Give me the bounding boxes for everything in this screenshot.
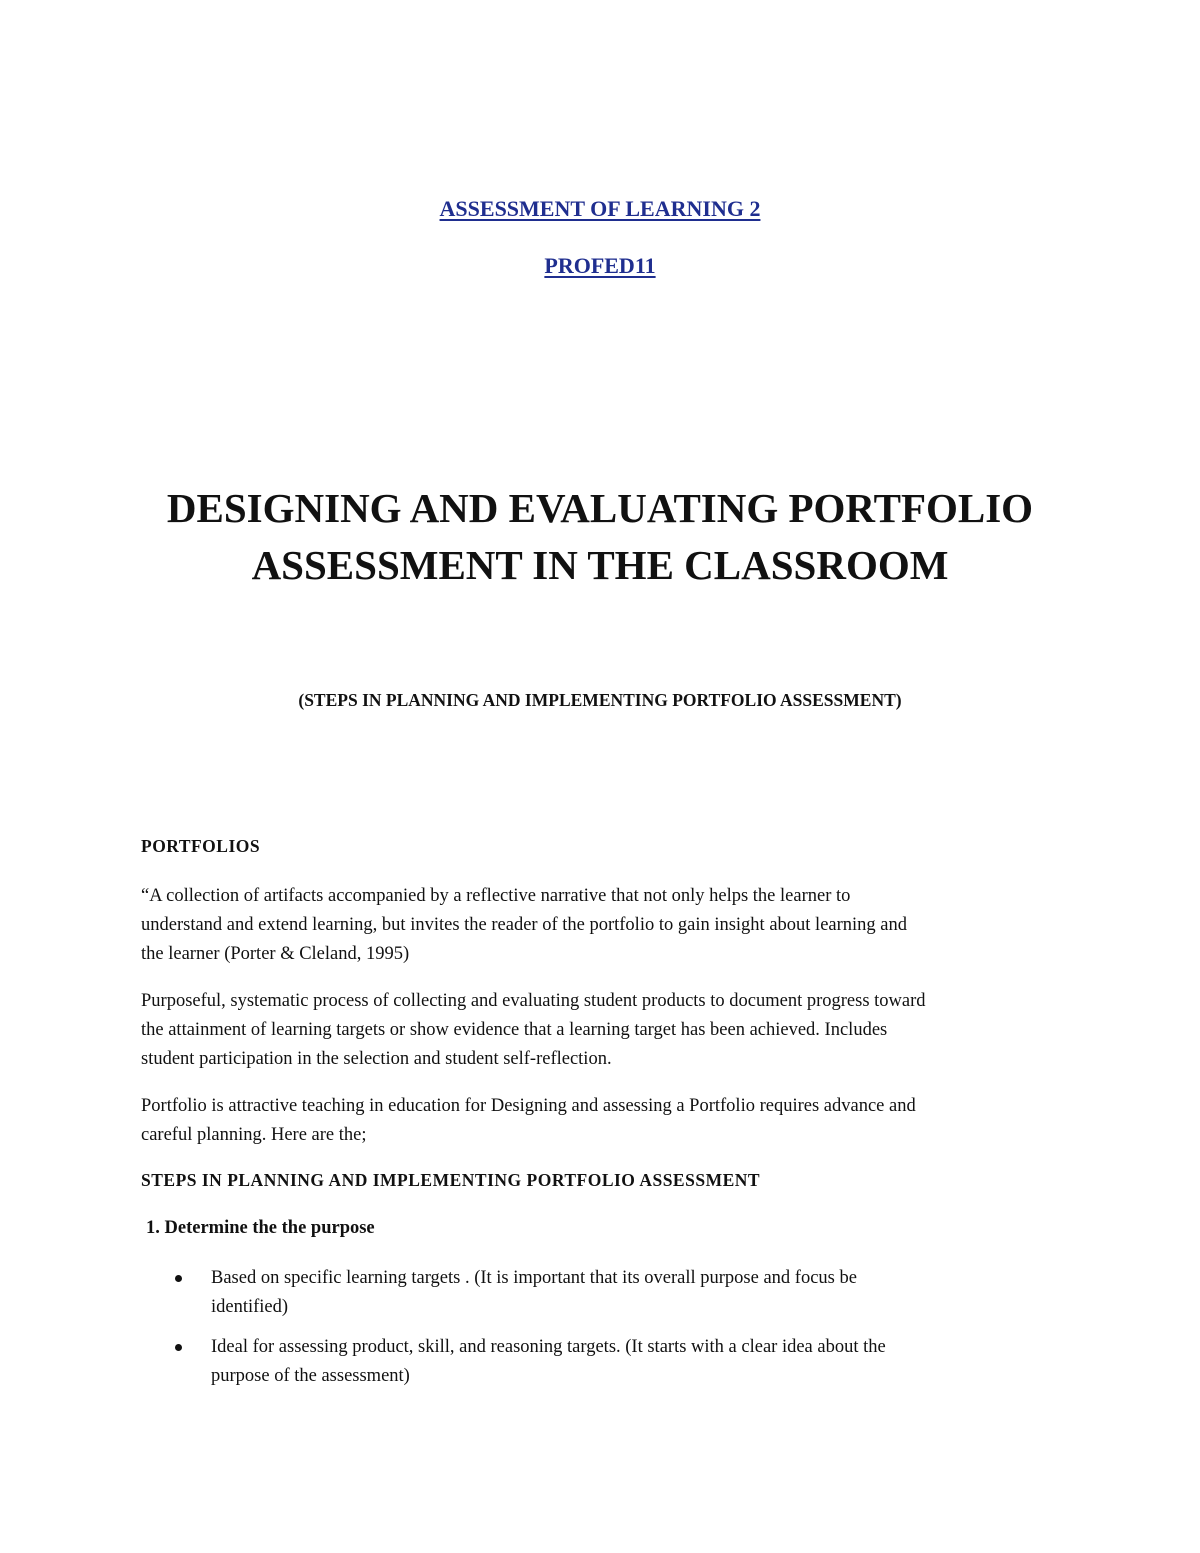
bullet-icon — [175, 1344, 182, 1351]
quote-line-2: understand and extend learning, but invites the reader of the portfolio to gain insight about learning and — [141, 915, 907, 935]
bullet-2-line-1: Ideal for assessing product, skill, and reasoning targets. (It starts with a clear idea about the — [211, 1337, 886, 1357]
step-1-heading: 1. Determine the the purpose — [146, 1218, 375, 1238]
attractive-paragraph — [141, 1092, 1061, 1150]
purposeful-line-3: student participation in the selection and student self-reflection. — [141, 1049, 612, 1069]
list-item — [170, 1333, 1050, 1391]
list-item — [170, 1264, 1050, 1322]
bullet-2-line-2: purpose of the assessment) — [211, 1366, 410, 1386]
main-title-line-2: ASSESSMENT IN THE CLASSROOM — [251, 542, 949, 588]
bullet-1-line-1: Based on specific learning targets . (It is important that its overall purpose and focus be — [211, 1268, 857, 1288]
main-title — [0, 480, 1200, 594]
purposeful-line-2: the attainment of learning targets or show evidence that a learning target has been achieved. Includes — [141, 1020, 888, 1040]
attractive-line-2: careful planning. Here are the; — [141, 1125, 367, 1145]
main-title-line-1: DESIGNING AND EVALUATING PORTFOLIO — [166, 485, 1034, 531]
quote-line-1: “A collection of artifacts accompanied by a reflective narrative that not only helps the learner to — [141, 886, 851, 906]
bullet-1-line-2: identified) — [211, 1297, 289, 1317]
course-title: ASSESSMENT OF LEARNING 2 — [439, 196, 761, 221]
portfolios-heading: PORTFOLIOS — [141, 836, 261, 856]
course-code: PROFED11 — [544, 253, 656, 278]
purposeful-line-1: Purposeful, systematic process of collecting and evaluating student products to document progress toward — [141, 991, 926, 1011]
steps-heading: STEPS IN PLANNING AND IMPLEMENTING PORTFOLIO ASSESSMENT — [141, 1170, 761, 1190]
subtitle: (STEPS IN PLANNING AND IMPLEMENTING PORTFOLIO ASSESSMENT) — [298, 690, 902, 710]
bullet-icon — [175, 1275, 182, 1282]
portfolio-definition-quote — [141, 882, 1061, 969]
purposeful-paragraph — [141, 987, 1061, 1074]
quote-line-3: the learner (Porter & Cleland, 1995) — [141, 944, 410, 964]
attractive-line-1: Portfolio is attractive teaching in education for Designing and assessing a Portfolio requires advance and — [141, 1096, 916, 1116]
step-1-bullet-list — [170, 1264, 1050, 1402]
